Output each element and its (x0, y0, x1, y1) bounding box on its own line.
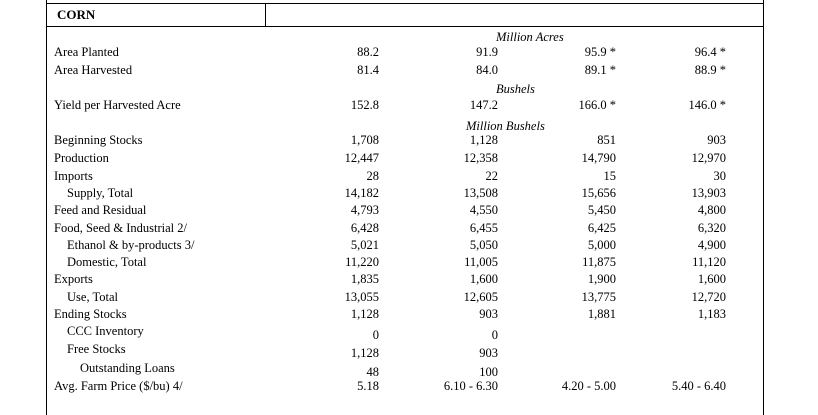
row-label: Exports (54, 272, 93, 286)
cell-col-4: 13,903 (691, 186, 726, 200)
cell-col-3: 14,790 (581, 151, 616, 165)
cell-col-4: 1,600 (697, 272, 726, 286)
cell-col-4: 12,720 (691, 290, 726, 304)
cell-col-3: 95.9 * (584, 45, 616, 59)
table-row (0, 169, 818, 185)
table-row (0, 45, 818, 61)
cell-col-4: 6,320 (697, 221, 726, 235)
row-label: Food, Seed & Industrial 2/ (54, 221, 187, 235)
header-divider (265, 3, 266, 27)
cell-col-3: 15 (603, 169, 616, 183)
row-label: Beginning Stocks (54, 133, 143, 147)
table-row (0, 238, 818, 254)
cell-col-4: 4,900 (697, 238, 726, 252)
cell-col-3: 1,881 (587, 307, 616, 321)
row-label: Area Planted (54, 45, 119, 59)
cell-col-2: 5,050 (469, 238, 498, 252)
table-row (0, 221, 818, 237)
cell-col-2: 11,005 (464, 255, 498, 269)
cell-col-2: 0 (491, 328, 498, 342)
table-row (0, 361, 818, 377)
table-row (0, 324, 818, 340)
row-label: Yield per Harvested Acre (54, 98, 181, 112)
cell-col-1: 88.2 (357, 45, 379, 59)
row-label: Outstanding Loans (80, 361, 175, 375)
cell-col-2: 6,455 (469, 221, 498, 235)
table-row (0, 290, 818, 306)
table-row (0, 203, 818, 219)
table-row (0, 307, 818, 323)
cell-col-4: 30 (713, 169, 726, 183)
row-label: Imports (54, 169, 93, 183)
row-label: Ending Stocks (54, 307, 127, 321)
cell-col-2: 1,128 (469, 133, 498, 147)
cell-col-4: 146.0 * (688, 98, 726, 112)
table-row (0, 63, 818, 79)
cell-col-2: 12,605 (463, 290, 498, 304)
row-label: Production (54, 151, 109, 165)
cell-col-4: 12,970 (691, 151, 726, 165)
row-label: Use, Total (67, 290, 118, 304)
cell-col-1: 5.18 (357, 379, 379, 393)
table-row (0, 255, 818, 271)
cell-col-1: 48 (366, 365, 379, 379)
unit-bushels: Bushels (496, 82, 535, 96)
table-row (0, 151, 818, 167)
cell-col-3: 1,900 (587, 272, 616, 286)
row-label: Free Stocks (67, 342, 126, 356)
cell-col-1: 4,793 (350, 203, 379, 217)
row-label: Area Harvested (54, 63, 133, 77)
cell-col-1: 5,021 (350, 238, 379, 252)
cell-col-1: 1,835 (350, 272, 379, 286)
unit-million-bushels: Million Bushels (466, 119, 545, 133)
cell-col-3: 5,000 (587, 238, 616, 252)
cell-col-3: 4.20 - 5.00 (561, 379, 616, 393)
title-underline (46, 26, 763, 27)
table-row (0, 186, 818, 202)
cell-col-3: 6,425 (587, 221, 616, 235)
unit-million-acres: Million Acres (496, 30, 564, 44)
cell-col-4: 96.4 * (694, 45, 726, 59)
cell-col-3: 11,875 (582, 255, 616, 269)
cell-col-4: 4,800 (697, 203, 726, 217)
row-label: Ethanol & by-products 3/ (67, 238, 195, 252)
row-label: Avg. Farm Price ($/bu) 4/ (54, 379, 183, 393)
cell-col-2: 22 (485, 169, 498, 183)
cell-col-2: 4,550 (469, 203, 498, 217)
cell-col-2: 1,600 (469, 272, 498, 286)
cell-col-1: 28 (366, 169, 379, 183)
cell-col-1: 12,447 (344, 151, 379, 165)
cell-col-2: 91.9 (476, 45, 498, 59)
table-title: CORN (57, 7, 96, 22)
cell-col-1: 1,708 (350, 133, 379, 147)
cell-col-3: 13,775 (581, 290, 616, 304)
cell-col-2: 6.10 - 6.30 (443, 379, 498, 393)
cell-col-1: 0 (372, 328, 379, 342)
cell-col-1: 6,428 (350, 221, 379, 235)
cell-col-1: 152.8 (350, 98, 379, 112)
cell-col-2: 903 (479, 346, 498, 360)
row-label: Domestic, Total (67, 255, 147, 269)
cell-col-4: 11,120 (692, 255, 726, 269)
cell-col-4: 1,183 (697, 307, 726, 321)
table-row (0, 379, 818, 395)
cell-col-2: 100 (479, 365, 498, 379)
row-label: CCC Inventory (67, 324, 144, 338)
cell-col-4: 903 (707, 133, 726, 147)
cell-col-3: 166.0 * (578, 98, 616, 112)
table-top-border (46, 0, 763, 4)
table-row (0, 98, 818, 114)
row-label: Feed and Residual (54, 203, 147, 217)
cell-col-1: 1,128 (350, 346, 379, 360)
cell-col-2: 147.2 (469, 98, 498, 112)
table-row (0, 272, 818, 288)
table-row (0, 342, 818, 358)
table-row (0, 133, 818, 149)
cell-col-2: 13,508 (463, 186, 498, 200)
cell-col-3: 5,450 (587, 203, 616, 217)
cell-col-2: 12,358 (463, 151, 498, 165)
row-label: Supply, Total (67, 186, 134, 200)
cell-col-2: 903 (479, 307, 498, 321)
cell-col-1: 81.4 (357, 63, 379, 77)
cell-col-3: 89.1 * (584, 63, 616, 77)
cell-col-4: 5.40 - 6.40 (671, 379, 726, 393)
cell-col-1: 1,128 (350, 307, 379, 321)
cell-col-2: 84.0 (476, 63, 498, 77)
cell-col-3: 15,656 (581, 186, 616, 200)
cell-col-3: 851 (597, 133, 616, 147)
cell-col-1: 14,182 (344, 186, 379, 200)
cell-col-4: 88.9 * (694, 63, 726, 77)
cell-col-1: 13,055 (344, 290, 379, 304)
cell-col-1: 11,220 (345, 255, 379, 269)
